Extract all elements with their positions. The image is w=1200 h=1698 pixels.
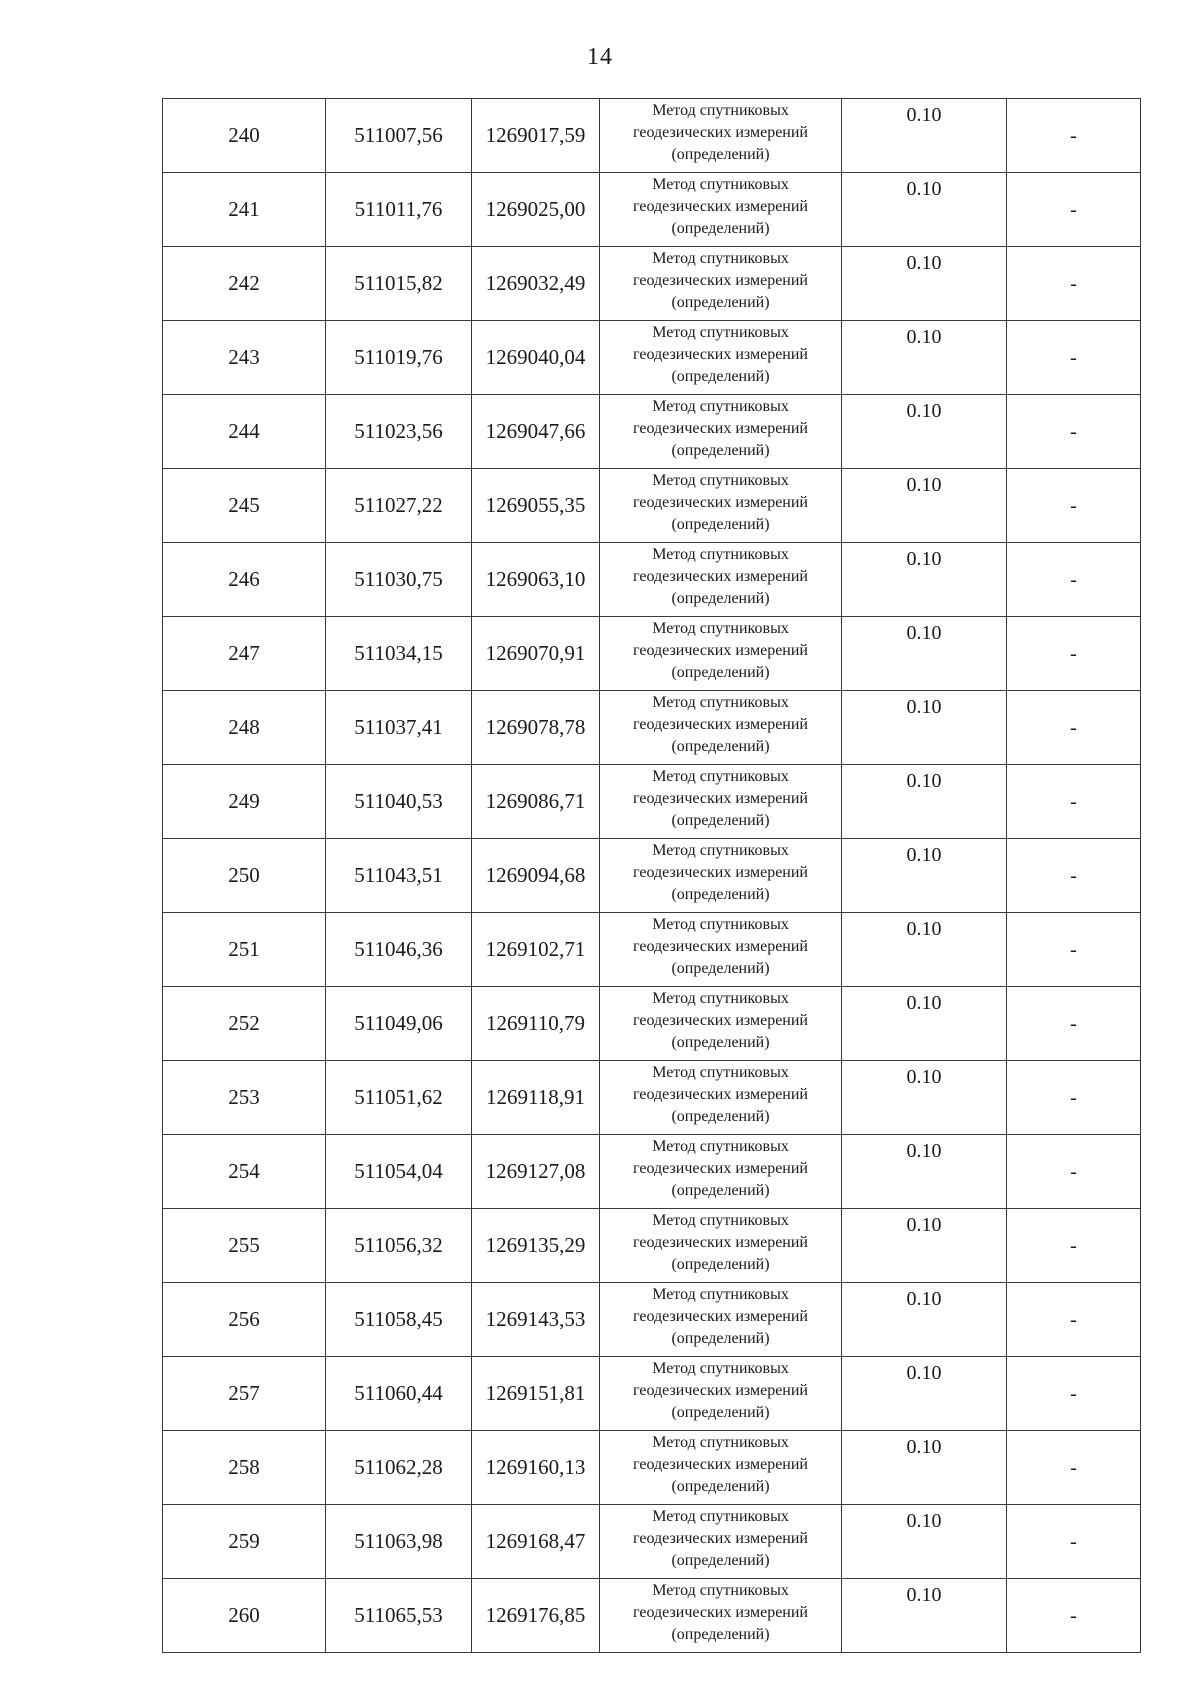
point-number-cell: 245 xyxy=(163,469,326,543)
x-coordinate-cell: 511015,82 xyxy=(326,247,472,321)
method-text-line: (определений) xyxy=(671,1108,770,1125)
method-text-line: Метод спутниковых xyxy=(652,1138,789,1155)
y-coordinate-cell: 1269151,81 xyxy=(472,1357,600,1431)
method-text-line: (определений) xyxy=(671,146,770,163)
method-text-line: геодезических измерений xyxy=(633,1382,808,1399)
method-text-line: геодезических измерений xyxy=(633,1530,808,1547)
x-coordinate-cell: 511062,28 xyxy=(326,1431,472,1505)
method-text-line: (определений) xyxy=(671,1256,770,1273)
extra-cell: - xyxy=(1007,247,1141,321)
y-coordinate-cell: 1269086,71 xyxy=(472,765,600,839)
method-text-line: (определений) xyxy=(671,1478,770,1495)
table-row xyxy=(163,247,1141,321)
method-cell xyxy=(600,1431,842,1505)
method-text-line: Метод спутниковых xyxy=(652,472,789,489)
coordinates-table-body xyxy=(163,99,1141,1653)
method-text-line: геодезических измерений xyxy=(633,1234,808,1251)
method-text-line: геодезических измерений xyxy=(633,420,808,437)
method-text-line: (определений) xyxy=(671,590,770,607)
method-text-line: геодезических измерений xyxy=(633,1012,808,1029)
method-text-line: (определений) xyxy=(671,812,770,829)
method-text-line: геодезических измерений xyxy=(633,346,808,363)
extra-cell: - xyxy=(1007,913,1141,987)
method-cell xyxy=(600,839,842,913)
method-text-line: (определений) xyxy=(671,516,770,533)
table-row xyxy=(163,543,1141,617)
method-cell xyxy=(600,691,842,765)
extra-cell: - xyxy=(1007,765,1141,839)
accuracy-cell: 0.10 xyxy=(842,839,1007,913)
method-text-line: Метод спутниковых xyxy=(652,1360,789,1377)
method-text-line: (определений) xyxy=(671,442,770,459)
x-coordinate-cell: 511065,53 xyxy=(326,1579,472,1653)
y-coordinate-cell: 1269102,71 xyxy=(472,913,600,987)
point-number-cell: 256 xyxy=(163,1283,326,1357)
point-number-cell: 248 xyxy=(163,691,326,765)
y-coordinate-cell: 1269063,10 xyxy=(472,543,600,617)
accuracy-cell: 0.10 xyxy=(842,1431,1007,1505)
x-coordinate-cell: 511040,53 xyxy=(326,765,472,839)
method-text-line: Метод спутниковых xyxy=(652,1064,789,1081)
method-cell xyxy=(600,321,842,395)
method-text-line: геодезических измерений xyxy=(633,1160,808,1177)
point-number-cell: 258 xyxy=(163,1431,326,1505)
y-coordinate-cell: 1269127,08 xyxy=(472,1135,600,1209)
accuracy-cell: 0.10 xyxy=(842,247,1007,321)
extra-cell: - xyxy=(1007,543,1141,617)
method-text-line: Метод спутниковых xyxy=(652,176,789,193)
y-coordinate-cell: 1269032,49 xyxy=(472,247,600,321)
extra-cell: - xyxy=(1007,1579,1141,1653)
extra-cell: - xyxy=(1007,1431,1141,1505)
point-number-cell: 242 xyxy=(163,247,326,321)
accuracy-cell: 0.10 xyxy=(842,321,1007,395)
extra-cell: - xyxy=(1007,469,1141,543)
extra-cell: - xyxy=(1007,321,1141,395)
method-text-line: (определений) xyxy=(671,1330,770,1347)
extra-cell: - xyxy=(1007,691,1141,765)
method-text-line: геодезических измерений xyxy=(633,864,808,881)
x-coordinate-cell: 511034,15 xyxy=(326,617,472,691)
extra-cell: - xyxy=(1007,987,1141,1061)
table-row xyxy=(163,1209,1141,1283)
method-text-line: геодезических измерений xyxy=(633,642,808,659)
table-row xyxy=(163,99,1141,173)
extra-cell: - xyxy=(1007,1505,1141,1579)
extra-cell: - xyxy=(1007,99,1141,173)
method-text-line: геодезических измерений xyxy=(633,272,808,289)
method-cell xyxy=(600,99,842,173)
method-text-line: Метод спутниковых xyxy=(652,1508,789,1525)
accuracy-cell: 0.10 xyxy=(842,395,1007,469)
accuracy-cell: 0.10 xyxy=(842,1357,1007,1431)
x-coordinate-cell: 511037,41 xyxy=(326,691,472,765)
method-text-line: геодезических измерений xyxy=(633,494,808,511)
method-cell xyxy=(600,543,842,617)
accuracy-cell: 0.10 xyxy=(842,987,1007,1061)
method-cell xyxy=(600,1135,842,1209)
method-cell xyxy=(600,247,842,321)
method-text-line: (определений) xyxy=(671,664,770,681)
y-coordinate-cell: 1269135,29 xyxy=(472,1209,600,1283)
method-text-line: (определений) xyxy=(671,1182,770,1199)
y-coordinate-cell: 1269040,04 xyxy=(472,321,600,395)
method-text-line: Метод спутниковых xyxy=(652,1212,789,1229)
point-number-cell: 259 xyxy=(163,1505,326,1579)
y-coordinate-cell: 1269094,68 xyxy=(472,839,600,913)
point-number-cell: 246 xyxy=(163,543,326,617)
accuracy-cell: 0.10 xyxy=(842,913,1007,987)
method-text-line: Метод спутниковых xyxy=(652,398,789,415)
table-row xyxy=(163,765,1141,839)
y-coordinate-cell: 1269176,85 xyxy=(472,1579,600,1653)
y-coordinate-cell: 1269143,53 xyxy=(472,1283,600,1357)
method-cell xyxy=(600,1061,842,1135)
method-text-line: Метод спутниковых xyxy=(652,250,789,267)
accuracy-cell: 0.10 xyxy=(842,1505,1007,1579)
method-text-line: геодезических измерений xyxy=(633,124,808,141)
x-coordinate-cell: 511056,32 xyxy=(326,1209,472,1283)
y-coordinate-cell: 1269078,78 xyxy=(472,691,600,765)
method-cell xyxy=(600,765,842,839)
extra-cell: - xyxy=(1007,1135,1141,1209)
point-number-cell: 240 xyxy=(163,99,326,173)
table-row xyxy=(163,617,1141,691)
method-text-line: Метод спутниковых xyxy=(652,324,789,341)
method-text-line: геодезических измерений xyxy=(633,938,808,955)
x-coordinate-cell: 511058,45 xyxy=(326,1283,472,1357)
x-coordinate-cell: 511027,22 xyxy=(326,469,472,543)
method-cell xyxy=(600,1505,842,1579)
y-coordinate-cell: 1269025,00 xyxy=(472,173,600,247)
table-row xyxy=(163,395,1141,469)
table-row xyxy=(163,1061,1141,1135)
method-cell xyxy=(600,617,842,691)
y-coordinate-cell: 1269110,79 xyxy=(472,987,600,1061)
accuracy-cell: 0.10 xyxy=(842,1209,1007,1283)
point-number-cell: 244 xyxy=(163,395,326,469)
accuracy-cell: 0.10 xyxy=(842,99,1007,173)
method-text-line: (определений) xyxy=(671,1034,770,1051)
point-number-cell: 249 xyxy=(163,765,326,839)
method-text-line: геодезических измерений xyxy=(633,1086,808,1103)
extra-cell: - xyxy=(1007,1209,1141,1283)
table-row xyxy=(163,173,1141,247)
y-coordinate-cell: 1269055,35 xyxy=(472,469,600,543)
extra-cell: - xyxy=(1007,1357,1141,1431)
method-cell xyxy=(600,1357,842,1431)
method-text-line: геодезических измерений xyxy=(633,198,808,215)
point-number-cell: 254 xyxy=(163,1135,326,1209)
table-row xyxy=(163,1579,1141,1653)
method-text-line: Метод спутниковых xyxy=(652,102,789,119)
method-text-line: (определений) xyxy=(671,960,770,977)
table-row xyxy=(163,1505,1141,1579)
method-cell xyxy=(600,395,842,469)
table-row xyxy=(163,987,1141,1061)
method-text-line: (определений) xyxy=(671,294,770,311)
extra-cell: - xyxy=(1007,617,1141,691)
method-text-line: геодезических измерений xyxy=(633,1456,808,1473)
point-number-cell: 260 xyxy=(163,1579,326,1653)
method-cell xyxy=(600,987,842,1061)
table-row xyxy=(163,1283,1141,1357)
x-coordinate-cell: 511011,76 xyxy=(326,173,472,247)
method-text-line: (определений) xyxy=(671,738,770,755)
method-text-line: (определений) xyxy=(671,220,770,237)
x-coordinate-cell: 511043,51 xyxy=(326,839,472,913)
accuracy-cell: 0.10 xyxy=(842,469,1007,543)
accuracy-cell: 0.10 xyxy=(842,1579,1007,1653)
method-text-line: геодезических измерений xyxy=(633,568,808,585)
accuracy-cell: 0.10 xyxy=(842,1283,1007,1357)
table-row xyxy=(163,321,1141,395)
method-text-line: Метод спутниковых xyxy=(652,694,789,711)
accuracy-cell: 0.10 xyxy=(842,1061,1007,1135)
y-coordinate-cell: 1269047,66 xyxy=(472,395,600,469)
extra-cell: - xyxy=(1007,173,1141,247)
extra-cell: - xyxy=(1007,395,1141,469)
method-text-line: геодезических измерений xyxy=(633,1308,808,1325)
table-row xyxy=(163,691,1141,765)
x-coordinate-cell: 511049,06 xyxy=(326,987,472,1061)
method-text-line: Метод спутниковых xyxy=(652,768,789,785)
method-cell xyxy=(600,173,842,247)
method-text-line: (определений) xyxy=(671,368,770,385)
extra-cell: - xyxy=(1007,1283,1141,1357)
accuracy-cell: 0.10 xyxy=(842,691,1007,765)
method-text-line: (определений) xyxy=(671,1626,770,1643)
y-coordinate-cell: 1269160,13 xyxy=(472,1431,600,1505)
accuracy-cell: 0.10 xyxy=(842,543,1007,617)
method-text-line: Метод спутниковых xyxy=(652,990,789,1007)
x-coordinate-cell: 511023,56 xyxy=(326,395,472,469)
extra-cell: - xyxy=(1007,839,1141,913)
point-number-cell: 251 xyxy=(163,913,326,987)
page-number: 14 xyxy=(587,44,613,70)
table-row xyxy=(163,1135,1141,1209)
method-text-line: Метод спутниковых xyxy=(652,620,789,637)
method-text-line: Метод спутниковых xyxy=(652,1582,789,1599)
x-coordinate-cell: 511019,76 xyxy=(326,321,472,395)
table-row xyxy=(163,839,1141,913)
point-number-cell: 255 xyxy=(163,1209,326,1283)
y-coordinate-cell: 1269017,59 xyxy=(472,99,600,173)
method-text-line: Метод спутниковых xyxy=(652,916,789,933)
method-cell xyxy=(600,1209,842,1283)
y-coordinate-cell: 1269168,47 xyxy=(472,1505,600,1579)
method-cell xyxy=(600,1283,842,1357)
x-coordinate-cell: 511060,44 xyxy=(326,1357,472,1431)
x-coordinate-cell: 511046,36 xyxy=(326,913,472,987)
method-text-line: (определений) xyxy=(671,1404,770,1421)
point-number-cell: 247 xyxy=(163,617,326,691)
method-text-line: (определений) xyxy=(671,886,770,903)
x-coordinate-cell: 511054,04 xyxy=(326,1135,472,1209)
method-text-line: Метод спутниковых xyxy=(652,1434,789,1451)
table-row xyxy=(163,469,1141,543)
method-text-line: геодезических измерений xyxy=(633,1604,808,1621)
method-text-line: (определений) xyxy=(671,1552,770,1569)
y-coordinate-cell: 1269118,91 xyxy=(472,1061,600,1135)
point-number-cell: 252 xyxy=(163,987,326,1061)
x-coordinate-cell: 511063,98 xyxy=(326,1505,472,1579)
method-cell xyxy=(600,1579,842,1653)
method-text-line: Метод спутниковых xyxy=(652,1286,789,1303)
x-coordinate-cell: 511007,56 xyxy=(326,99,472,173)
method-cell xyxy=(600,469,842,543)
method-text-line: геодезических измерений xyxy=(633,716,808,733)
method-cell xyxy=(600,913,842,987)
extra-cell: - xyxy=(1007,1061,1141,1135)
accuracy-cell: 0.10 xyxy=(842,765,1007,839)
accuracy-cell: 0.10 xyxy=(842,173,1007,247)
y-coordinate-cell: 1269070,91 xyxy=(472,617,600,691)
method-text-line: Метод спутниковых xyxy=(652,842,789,859)
accuracy-cell: 0.10 xyxy=(842,1135,1007,1209)
point-number-cell: 243 xyxy=(163,321,326,395)
method-text-line: геодезических измерений xyxy=(633,790,808,807)
table-row xyxy=(163,1431,1141,1505)
table-row xyxy=(163,913,1141,987)
point-number-cell: 250 xyxy=(163,839,326,913)
coordinates-table xyxy=(162,98,1141,1653)
point-number-cell: 241 xyxy=(163,173,326,247)
method-text-line: Метод спутниковых xyxy=(652,546,789,563)
point-number-cell: 257 xyxy=(163,1357,326,1431)
table-row xyxy=(163,1357,1141,1431)
accuracy-cell: 0.10 xyxy=(842,617,1007,691)
x-coordinate-cell: 511051,62 xyxy=(326,1061,472,1135)
x-coordinate-cell: 511030,75 xyxy=(326,543,472,617)
point-number-cell: 253 xyxy=(163,1061,326,1135)
